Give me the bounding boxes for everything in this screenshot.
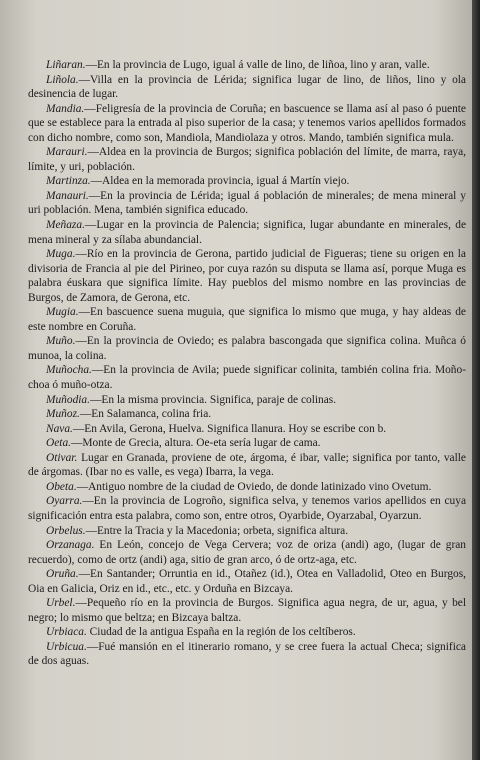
- dictionary-entry: [28, 102, 466, 146]
- dictionary-entry: [28, 625, 466, 640]
- dictionary-entry: [28, 494, 466, 523]
- entry-body: —En Avila, Gerona, Huelva. Significa llanura. Hoy se escribe con b.: [72, 422, 387, 435]
- entry-body: —Pequeño río en la provincia de Burgos. Significa agua negra, de ur, agua, y bel negro; lo mismo que beltza; en Bizcaya baltza.: [28, 597, 466, 624]
- dictionary-entry: [28, 218, 466, 247]
- entry-body: Ciudad de la antigua España en la región de los celtíberos.: [86, 626, 356, 639]
- entry-body: —En Santander; Orruntia en id., Otañez (id.), Otea en Valladolid, Oteo en Burgos, Oia en Galicia, Oriz en id., etc., etc. y Orduña en Bizcaya.: [28, 568, 466, 595]
- dictionary-entry: [28, 145, 466, 174]
- dictionary-entry: [28, 407, 466, 422]
- entry-body: —En bascuence suena muguia, que significa lo mismo que muga, y hay aldeas de este nombre en Coruña.: [28, 306, 466, 333]
- dictionary-entry: [28, 247, 466, 305]
- entry-headword: Muñoz.: [46, 408, 80, 421]
- entry-headword: Martinza.: [46, 175, 91, 188]
- entry-body: —Fué mansión en el itinerario romano, y se cree fuera la actual Checa; significa de dos aguas.: [28, 640, 466, 668]
- entry-body: —Monte de Grecia, altura. Oe-eta sería lugar de cama.: [71, 437, 321, 450]
- entry-body: —En la provincia de Lugo, igual á valle de lino, de liñoa, lino y aran, valle.: [85, 59, 430, 71]
- dictionary-entry: [28, 436, 466, 451]
- entry-headword: Mugia.: [46, 306, 79, 319]
- entry-headword: Mandia.: [46, 102, 85, 115]
- entry-headword: Urbiaca.: [46, 626, 87, 639]
- entry-headword: Marauri.: [46, 146, 88, 159]
- entry-headword: Orzanaga.: [46, 539, 95, 552]
- dictionary-entry: [28, 524, 466, 539]
- entry-body: Lugar en Granada, proviene de ote, árgoma, é ibar, valle; significa por tanto, valle de árgomas. (Ibar no es valle, es vega) Ibarra, la vega.: [28, 451, 466, 479]
- entry-body: En León, concejo de Vega Cervera; voz de oriza (andi) ago, (lugar de gran recuerdo), como de ortz (andi) aga, sitio de gran arco, ó de ortz-aga, etc.: [28, 539, 466, 566]
- entry-headword: Obeta.: [46, 480, 77, 493]
- entry-headword: Muga.: [46, 248, 76, 261]
- entry-headword: Urbel.: [46, 597, 76, 610]
- entry-headword: Otivar.: [46, 451, 78, 464]
- dictionary-entry: [28, 640, 466, 669]
- entry-body: —En la misma provincia. Significa, paraje de colinas.: [89, 393, 337, 406]
- dictionary-entry: [28, 73, 466, 102]
- dictionary-entry: [28, 58, 466, 73]
- entry-headword: Muño.: [46, 335, 76, 348]
- entry-headword: Oeta.: [46, 437, 71, 450]
- dictionary-entry: [28, 393, 466, 408]
- entry-body: —Villa en la provincia de Lérida; significa lugar de lino, de liños, lino y ola desinencia de lugar.: [28, 73, 466, 101]
- dictionary-text: [28, 58, 466, 669]
- entry-body: —Río en la provincia de Gerona, partido judicial de Figueras; tiene su origen en la divisoria de Francia al pie del Pirineo, por cuya razón su disputa se llama así, porque Muga es palabra éuskara que significa límite. Hay pueblos del mismo nombre en las provincias de Burgos, de Zamora, de Gerona, etc.: [28, 248, 466, 304]
- entry-body: —Antiguo nombre de la ciudad de Oviedo, de donde latinizado vino Ovetum.: [76, 480, 432, 493]
- entry-body: —En la provincia de Oviedo; es palabra bascongada que significa colina. Muñca ó munoa, la colina.: [28, 335, 466, 362]
- dictionary-entry: [28, 480, 466, 495]
- dictionary-entry: [28, 189, 466, 218]
- dictionary-entry: [28, 334, 466, 363]
- entry-headword: Muñodia.: [46, 393, 90, 406]
- dictionary-entry: [28, 422, 466, 437]
- entry-headword: Urbicua.: [46, 640, 87, 653]
- book-binding-edge: [472, 0, 480, 760]
- entry-headword: Muñocha.: [46, 364, 92, 377]
- entry-headword: Oruña.: [46, 568, 79, 581]
- dictionary-entry: [28, 174, 466, 189]
- entry-body: —En la provincia de Logroño, significa selva, y tenemos varios apellidos en cuya significación entra esta palabra, como son, entre otros, Oyarbide, Oyarzabal, Oyarzun.: [28, 495, 466, 522]
- dictionary-entry: [28, 451, 466, 480]
- entry-headword: Liñola.: [46, 73, 79, 86]
- entry-body: —Feligresía de la provincia de Coruña; en bascuence se llama así al paso ó puente que se establece para la entrada al piso superior de la casa; y tenemos varios apellidos formados con dicho nombre, como son, Mandiola, Mandiolaza y otros. Mando, también significa mula.: [28, 102, 466, 144]
- dictionary-entry: [28, 363, 466, 392]
- dictionary-entry: [28, 538, 466, 567]
- entry-body: —En la provincia de Lérida; igual á población de minerales; de mena mineral y uri población. Mena, también significa educado.: [28, 189, 466, 217]
- entry-headword: Liñaran.: [46, 59, 86, 71]
- entry-body: —En la provincia de Avila; puede significar colinita, también colina fria. Moño-choa ó muño-otza.: [28, 364, 466, 392]
- entry-headword: Nava.: [46, 422, 73, 435]
- entry-body: —En Salamanca, colina fria.: [79, 408, 212, 421]
- dictionary-entry: [28, 567, 466, 596]
- entry-headword: Oyarra.: [46, 495, 83, 508]
- entry-headword: Manauri.: [46, 189, 89, 202]
- entry-body: —Aldea en la provincia de Burgos; significa población del límite, de marra, raya, límite, y uri, población.: [28, 146, 466, 173]
- entry-body: —Aldea en la memorada provincia, igual á Martín viejo.: [90, 175, 350, 188]
- entry-headword: Orbelus.: [46, 524, 86, 537]
- entry-body: —Lugar en la provincia de Palencia; significa, lugar abundante en minerales, de mena mineral y za sílaba abundancial.: [28, 219, 466, 246]
- entry-body: —Entre la Tracia y la Macedonia; orbeta, significa altura.: [85, 524, 349, 537]
- entry-headword: Meñaza.: [46, 219, 85, 232]
- dictionary-entry: [28, 305, 466, 334]
- dictionary-entry: [28, 596, 466, 625]
